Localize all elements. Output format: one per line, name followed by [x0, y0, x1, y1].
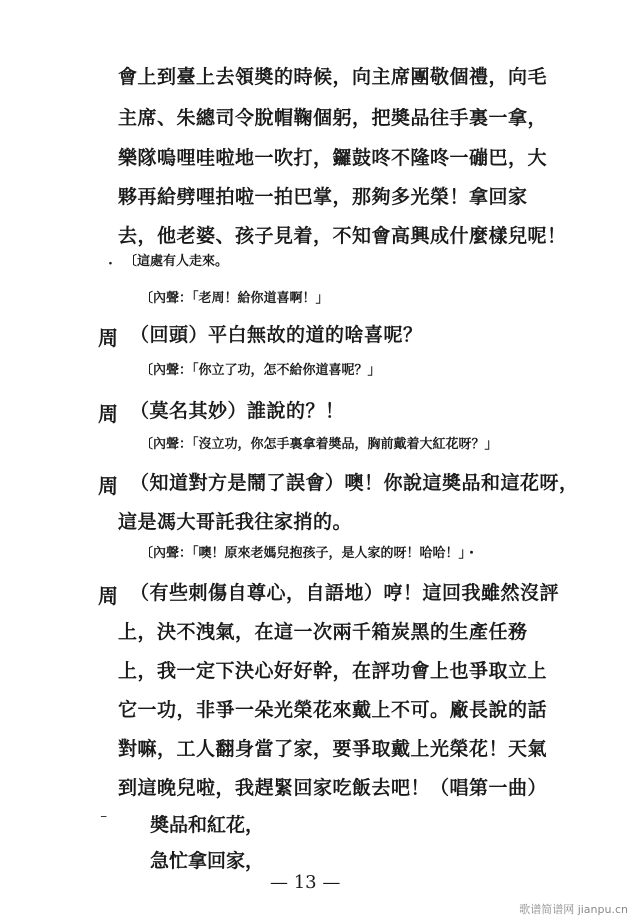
text-line: 主席、朱總司令脫帽鞠個躬，把奬品往手裏一拿， [118, 107, 548, 129]
dialogue-line: （回頭）平白無故的道的啥喜呢？ [130, 324, 423, 346]
dialogue-line: 它一功，非爭一朵光榮花來戴上不可。廠長說的話 [118, 699, 548, 721]
dialogue-line: （知道對方是鬧了誤會）噢！你說這奬品和這花呀， [130, 472, 579, 494]
ink-mark: · [108, 256, 113, 272]
song-line: 奬品和紅花， [150, 814, 265, 836]
text-line: 夥再給劈哩拍啦一拍巴掌，那夠多光榮！拿回家 [118, 186, 528, 208]
dialogue-line: 上，決不洩氣，在這一次兩千箱炭黑的生產任務 [118, 621, 528, 643]
dialogue-line: 對嘛，工人翻身當了家，要爭取戴上光榮花！天氣 [118, 738, 548, 760]
stage-direction: 〔這處有人走來。 [124, 254, 229, 269]
dialogue-line: （有些刺傷自尊心，自語地）哼！這回我雖然沒評 [130, 582, 560, 604]
dialogue-line: 到這晚兒啦，我趕緊回家吃飯去吧！（唱第一曲） [118, 777, 548, 799]
song-line: 急忙拿回家， [150, 850, 265, 872]
speaker-name: 周 [98, 326, 118, 350]
dialogue-line: 上，我一定下決心好好幹，在評功會上也爭取立上 [118, 660, 548, 682]
speaker-name: 周 [98, 584, 118, 608]
stage-direction: 〔內聲：「老周！給你道喜啊！」 [140, 291, 329, 306]
speaker-name: 周 [98, 474, 118, 498]
ink-mark: ⁻ [100, 812, 108, 828]
stage-direction: 〔內聲：「噢！原來老媽兒抱孩子，是人家的呀！哈哈！」・ [140, 546, 479, 561]
dialogue-line: （莫名其妙）誰說的？！ [130, 400, 345, 422]
dialogue-line: 這是馮大哥託我往家捎的。 [118, 511, 353, 533]
speaker-name: 周 [98, 402, 118, 426]
stage-direction: 〔內聲：「你立了功，怎不給你道喜呢？」 [140, 363, 381, 378]
page-number: — 13 — [270, 872, 341, 893]
text-line: 去，他老婆、孩子見着，不知會高興成什麼樣兒呢！ [118, 225, 567, 247]
text-line: 樂隊嗚哩哇啦地一吹打，鑼鼓咚不隆咚一磞巴，大 [118, 147, 548, 169]
site-watermark: 歌谱简谱网 jianpu.cn [519, 903, 628, 916]
text-line: 會上到臺上去領奬的時候，向主席團敬個禮，向毛 [118, 66, 548, 88]
stage-direction: 〔內聲：「沒立功，你怎手裏拿着奬品，胸前戴着大紅花呀？」 [140, 437, 498, 452]
